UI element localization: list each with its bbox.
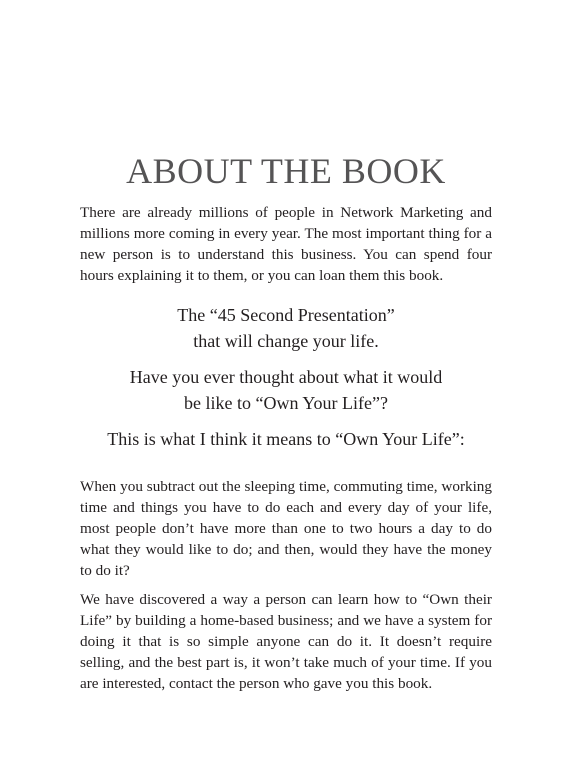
intro-paragraph: There are already millions of people in Network Marketing and millions more coming in every year. The most important thing for a new person is to understand this business. You can spend four hours explaining it to them, or you can loan them this book. [80,204,492,284]
meaning-headline: This is what I think it means to “Own Your Life”: [107,429,465,449]
body-paragraph-2: We have discovered a way a person can learn how to “Own their Life” by building a home-based business; and we have a system for doing it that is so simple anyone can do it. It doesn’t require selling, and the best part is, it won’t take much of your time. If you are interested, contact the person who gave you this book. [80,591,492,692]
question-headline-line-1: Have you ever thought about what it would [129,367,443,387]
page-title: ABOUT THE BOOK [126,151,446,191]
presentation-headline [80,302,492,354]
presentation-headline-line-2: that will change your life. [193,331,379,351]
question-headline [80,364,492,416]
body-paragraph-1: When you subtract out the sleeping time, commuting time, working time and things you have to do each and every day of your life, most people don’t have more than one to two hours a day to do what they would like to do; and then, would they have the money to do it? [80,478,492,579]
question-headline-line-2: be like to “Own Your Life”? [184,393,388,413]
presentation-headline-line-1: The “45 Second Presentation” [177,305,395,325]
page-content [80,150,492,694]
